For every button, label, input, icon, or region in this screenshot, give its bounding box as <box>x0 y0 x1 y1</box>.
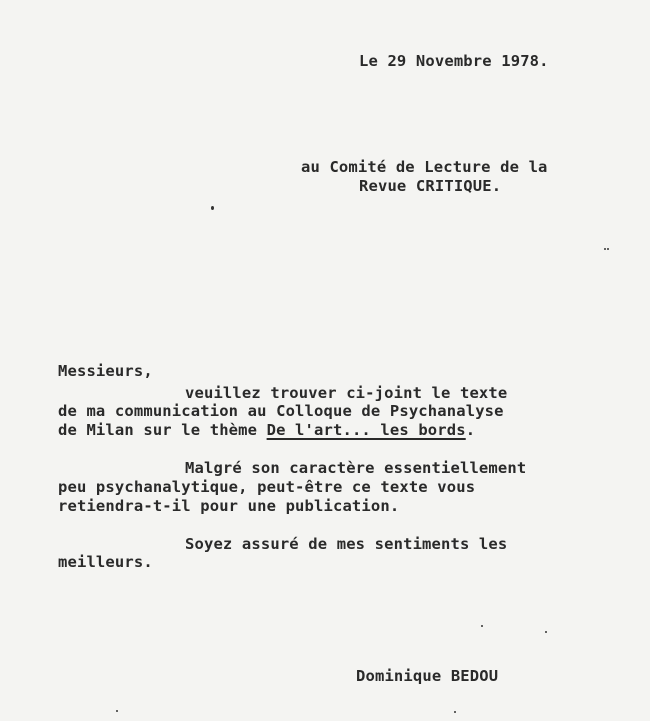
paragraph-1-line-1: veuillez trouver ci-joint le texte <box>185 384 508 402</box>
paragraph-1-line-3-suffix: . <box>465 421 476 439</box>
salutation: Messieurs, <box>58 362 153 380</box>
communication-title: De l'art... les bords <box>266 421 466 439</box>
recipient-line-1: au Comité de Lecture de la <box>301 158 548 176</box>
scan-speck <box>116 710 118 712</box>
scan-speck <box>454 711 456 713</box>
scan-speck <box>481 625 483 627</box>
scan-speck <box>607 248 609 250</box>
paragraph-2-line-1: Malgré son caractère essentiellement <box>185 459 527 477</box>
paragraph-2-line-3: retiendra-t-il pour une publication. <box>58 497 400 515</box>
paragraph-1-line-3 <box>58 421 475 439</box>
scan-speck <box>545 631 547 633</box>
paragraph-3-line-1: Soyez assuré de mes sentiments les <box>185 535 508 553</box>
scan-speck <box>604 248 606 250</box>
paragraph-2-line-2: peu psychanalytique, peut-être ce texte vous <box>58 478 476 496</box>
letter-date: Le 29 Novembre 1978. <box>359 52 549 70</box>
recipient-line-2: Revue CRITIQUE. <box>359 177 502 195</box>
signature: Dominique BEDOU <box>356 667 499 685</box>
paragraph-1-line-3-prefix: de Milan sur le thème <box>58 421 267 439</box>
paragraph-1-line-2: de ma communication au Colloque de Psychanalyse <box>58 402 504 420</box>
paragraph-3-line-2: meilleurs. <box>58 553 153 571</box>
scan-speck <box>211 206 214 210</box>
